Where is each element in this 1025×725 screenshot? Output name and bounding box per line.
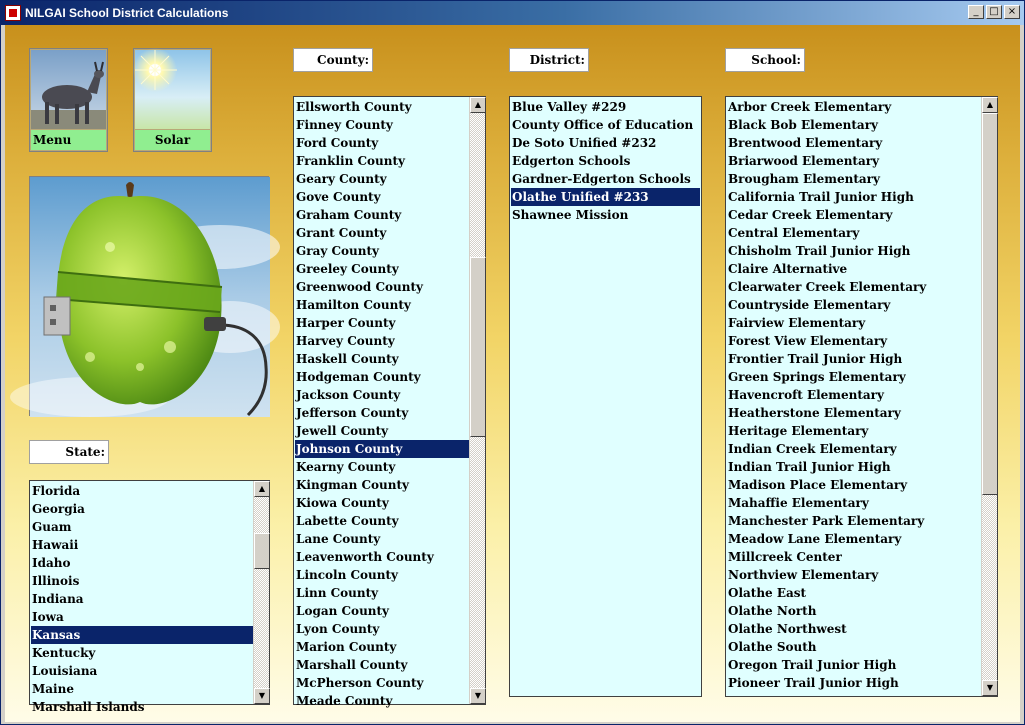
school-list-item[interactable]: Millcreek Center (728, 550, 842, 564)
district-list-item[interactable]: Edgerton Schools (512, 154, 631, 168)
apple-usb-icon (30, 177, 270, 417)
school-label: School: (725, 48, 805, 72)
county-list-item[interactable]: Kiowa County (296, 496, 389, 510)
state-listbox[interactable] (29, 480, 270, 714)
school-list-item[interactable]: Madison Place Elementary (728, 478, 908, 492)
school-list-item[interactable]: Claire Alternative (728, 262, 848, 276)
county-list-item[interactable]: Greenwood County (296, 280, 423, 294)
school-list-item[interactable]: Heritage Elementary (728, 424, 869, 438)
county-list-item[interactable]: Ellsworth County (296, 100, 412, 114)
county-list-item[interactable]: Jackson County (296, 388, 401, 402)
scroll-thumb[interactable] (254, 533, 270, 569)
county-list-item[interactable]: Harvey County (296, 334, 395, 348)
school-list-item[interactable]: Olathe South (728, 640, 817, 654)
school-list-item[interactable]: Oregon Trail Junior High (728, 658, 897, 672)
window-title: NILGAI School District Calculations (25, 6, 229, 20)
school-scrollbar[interactable] (981, 97, 997, 696)
sun-icon (135, 50, 210, 129)
county-list-item[interactable]: Marion County (296, 640, 397, 654)
county-list-item[interactable]: Linn County (296, 586, 379, 600)
school-list-item[interactable]: Green Springs Elementary (728, 370, 906, 384)
maximize-button[interactable]: □ (986, 5, 1002, 19)
state-label: State: (29, 440, 109, 464)
county-list-item[interactable]: Jefferson County (296, 406, 409, 420)
district-list-item[interactable]: De Soto Unified #232 (512, 136, 657, 150)
county-list-item[interactable]: Greeley County (296, 262, 399, 276)
school-list-item[interactable]: Olathe North (728, 604, 817, 618)
school-list-item[interactable]: Havencroft Elementary (728, 388, 884, 402)
school-list-item[interactable]: California Trail Junior High (728, 190, 914, 204)
county-list-item[interactable]: Kearny County (296, 460, 396, 474)
scroll-up-arrow-icon[interactable]: ▲ (254, 481, 270, 497)
county-list-item[interactable]: Franklin County (296, 154, 405, 168)
state-list-item[interactable]: Guam (32, 520, 72, 534)
state-list-items (31, 482, 253, 716)
district-label: District: (509, 48, 589, 72)
county-list-item[interactable]: Lyon County (296, 622, 380, 636)
district-list-item[interactable]: County Office of Education (512, 118, 694, 132)
school-list-item[interactable]: Heatherstone Elementary (728, 406, 901, 420)
school-list-item[interactable]: Mahaffie Elementary (728, 496, 869, 510)
scroll-down-arrow-icon[interactable]: ▼ (470, 688, 486, 704)
state-list-item[interactable]: Florida (32, 484, 81, 498)
county-list-item[interactable]: Jewell County (296, 424, 389, 438)
school-list-items (727, 98, 981, 692)
state-list-item[interactable]: Louisiana (32, 664, 98, 678)
minimize-button[interactable]: _ (968, 5, 984, 19)
school-list-item[interactable]: Olathe Northwest (728, 622, 847, 636)
school-list-item[interactable]: Fairview Elementary (728, 316, 866, 330)
school-list-item[interactable]: Manchester Park Elementary (728, 514, 925, 528)
school-list-item[interactable]: Northview Elementary (728, 568, 879, 582)
menu-tile[interactable] (29, 48, 108, 152)
county-list-item[interactable]: Gove County (296, 190, 381, 204)
school-list-item[interactable]: Black Bob Elementary (728, 118, 878, 132)
county-list-item[interactable]: Geary County (296, 172, 387, 186)
scroll-thumb[interactable] (982, 113, 998, 495)
school-list-item[interactable]: Olathe East (728, 586, 807, 600)
county-list-item[interactable]: Lane County (296, 532, 381, 546)
district-list-items (511, 98, 700, 224)
school-list-item[interactable]: Pioneer Trail Junior High (728, 676, 899, 690)
county-list-item[interactable]: Johnson County (295, 440, 469, 458)
state-list-item[interactable]: Kentucky (32, 646, 96, 660)
school-list-item[interactable]: Forest View Elementary (728, 334, 888, 348)
state-list-item[interactable]: Kansas (31, 626, 253, 644)
school-listbox[interactable] (725, 96, 998, 697)
school-list-item[interactable]: Briarwood Elementary (728, 154, 880, 168)
school-list-item[interactable]: Brougham Elementary (728, 172, 880, 186)
county-list-item[interactable]: Finney County (296, 118, 393, 132)
school-list-item[interactable]: Arbor Creek Elementary (728, 100, 892, 114)
county-list-item[interactable]: Logan County (296, 604, 390, 618)
county-list-item[interactable]: Marshall County (296, 658, 408, 672)
county-list-item[interactable]: Graham County (296, 208, 402, 222)
county-list-item[interactable]: Meade County (296, 694, 393, 708)
title-bar[interactable] (1, 1, 1024, 25)
county-listbox[interactable] (293, 96, 486, 708)
state-list-item[interactable]: Maine (32, 682, 74, 696)
state-list-item[interactable]: Iowa (32, 610, 64, 624)
state-list-item[interactable]: Idaho (32, 556, 71, 570)
county-list-item[interactable]: Kingman County (296, 478, 409, 492)
menu-label: Menu (31, 130, 106, 150)
county-list-item[interactable]: Lincoln County (296, 568, 399, 582)
client-area (5, 25, 1020, 722)
app-icon[interactable] (5, 5, 21, 21)
district-listbox[interactable] (509, 96, 702, 697)
scroll-thumb[interactable] (470, 257, 486, 437)
scroll-up-arrow-icon[interactable]: ▲ (982, 97, 998, 113)
school-list-item[interactable]: Indian Creek Elementary (728, 442, 897, 456)
county-list-item[interactable]: Leavenworth County (296, 550, 434, 564)
school-list-item[interactable]: Meadow Lane Elementary (728, 532, 902, 546)
county-list-item[interactable]: Gray County (296, 244, 380, 258)
district-list-item[interactable]: Olathe Unified #233 (511, 188, 700, 206)
school-list-item[interactable]: Chisholm Trail Junior High (728, 244, 911, 258)
scroll-up-arrow-icon[interactable]: ▲ (470, 97, 486, 113)
apple-usb-image (29, 176, 269, 416)
state-list-item[interactable]: Georgia (32, 502, 85, 516)
scroll-down-arrow-icon[interactable]: ▼ (254, 688, 270, 704)
window-controls (968, 5, 1020, 19)
state-list-item[interactable]: Marshall Islands (32, 700, 145, 714)
district-list-item[interactable]: Shawnee Mission (512, 208, 629, 222)
county-list-item[interactable]: Hodgeman County (296, 370, 421, 384)
school-list-item[interactable]: Countryside Elementary (728, 298, 891, 312)
county-list-items (295, 98, 469, 710)
state-list-item[interactable]: Indiana (32, 592, 84, 606)
state-scrollbar[interactable] (253, 481, 269, 704)
close-button[interactable]: × (1004, 5, 1020, 19)
county-list-item[interactable]: Grant County (296, 226, 387, 240)
school-list-item[interactable]: Brentwood Elementary (728, 136, 883, 150)
county-list-item[interactable]: Harper County (296, 316, 396, 330)
county-list-item[interactable]: Hamilton County (296, 298, 411, 312)
county-list-item[interactable]: Labette County (296, 514, 399, 528)
county-list-item[interactable]: McPherson County (296, 676, 424, 690)
school-list-item[interactable]: Frontier Trail Junior High (728, 352, 903, 366)
county-list-item[interactable]: Ford County (296, 136, 379, 150)
county-list-item[interactable]: Haskell County (296, 352, 399, 366)
scroll-down-arrow-icon[interactable]: ▼ (982, 680, 998, 696)
school-list-item[interactable]: Central Elementary (728, 226, 860, 240)
solar-label: Solar (135, 130, 210, 150)
state-list-item[interactable]: Hawaii (32, 538, 79, 552)
school-list-item[interactable]: Indian Trail Junior High (728, 460, 891, 474)
nilgai-antelope-icon (31, 50, 106, 129)
district-list-item[interactable]: Gardner-Edgerton Schools (512, 172, 691, 186)
school-list-item[interactable]: Clearwater Creek Elementary (728, 280, 927, 294)
state-list-item[interactable]: Illinois (32, 574, 80, 588)
district-list-item[interactable]: Blue Valley #229 (512, 100, 627, 114)
school-list-item[interactable]: Cedar Creek Elementary (728, 208, 893, 222)
county-scrollbar[interactable] (469, 97, 485, 704)
county-label: County: (293, 48, 373, 72)
solar-tile[interactable] (133, 48, 212, 152)
